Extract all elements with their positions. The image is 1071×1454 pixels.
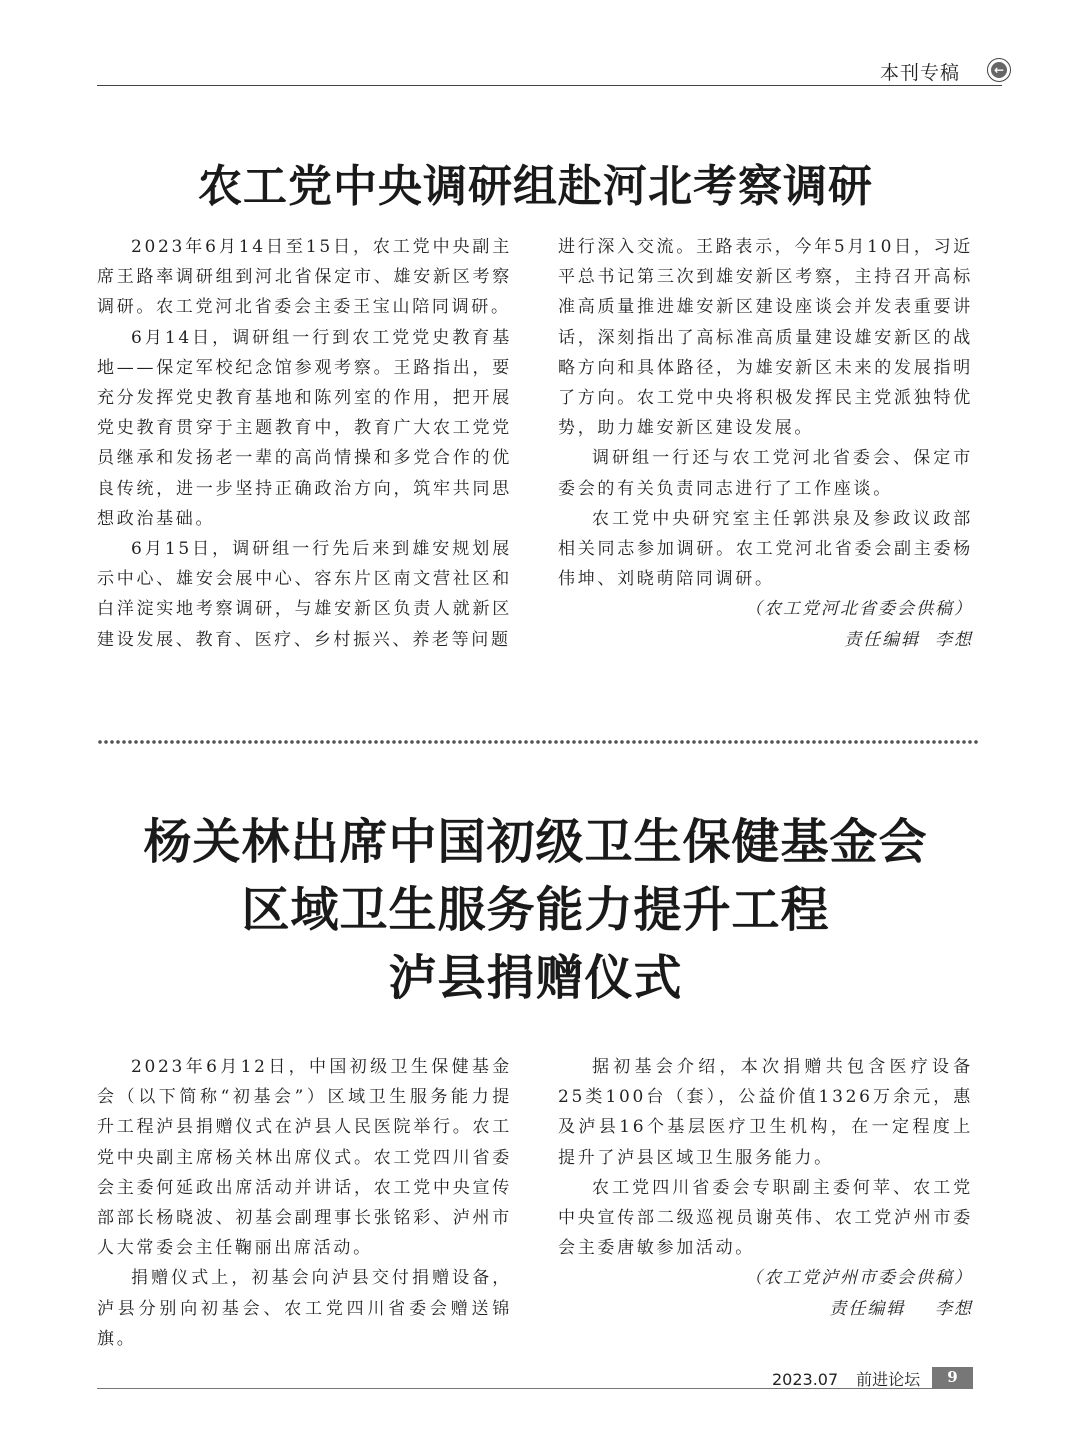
paragraph: 2023年6月14日至15日，农工党中央副主席王路率调研组到河北省保定市、雄安新区考察调研。农工党河北省委会主委王宝山陪同调研。 (97, 237, 512, 318)
paragraph: 农工党四川省委会专职副主委何苹、农工党中央宣传部二级巡视员谢英伟、农工党泸州市委会主委唐敏参加活动。 (558, 1177, 973, 1259)
paragraph: 农工党中央研究室主任郭洪泉及参政议政部相关同志参加调研。农工党河北省委会副主委杨伟坤、刘晓萌陪同调研。 (558, 508, 973, 590)
page-number: 9 (932, 1367, 973, 1388)
editor-credit: 责任编辑 李想 (829, 1298, 973, 1319)
editor-credit: 责任编辑 李想 (844, 629, 973, 650)
title-line: 杨关林出席中国初级卫生保健基金会 (143, 814, 928, 870)
magazine-name: 前进论坛 (856, 1370, 921, 1389)
paragraph-continuation: 进行深入交流。王路表示，今年5月10日，习近平总书记第三次到雄安新区考察，主持召开高标准高质量推进雄安新区建设座谈会并发表重要讲话，深刻指出了高标准高质量建设雄安新区的战略方向和具体路径，为雄安新区未来的发展指明了方向。农工党中央将积极发挥民主党派独特优势，助力雄安新区建设发展。 (558, 237, 973, 439)
title-line: 区域卫生服务能力提升工程 (241, 882, 830, 938)
article2-left-column (97, 1052, 512, 1354)
source-credit: （农工党河北省委会供稿） (745, 599, 973, 620)
paragraph: 捐赠仪式上，初基会向泸县交付捐赠设备，泸县分别向初基会、农工党四川省委会赠送锦旗。 (97, 1268, 512, 1349)
section-divider (97, 738, 979, 746)
source-credit: （农工党泸州市委会供稿） (745, 1268, 973, 1289)
article2-right-column (558, 1052, 973, 1324)
paragraph: 调研组一行还与农工党河北省委会、保定市委会的有关负责同志进行了工作座谈。 (558, 448, 973, 499)
article1-title: 农工党中央调研组赴河北考察调研 (198, 161, 873, 212)
section-label: 本刊专稿 (880, 62, 961, 84)
title-line: 泸县捐赠仪式 (388, 950, 683, 1006)
article1-left-column (97, 232, 512, 655)
footer-rule (97, 1388, 973, 1389)
paragraph: 2023年6月12日，中国初级卫生保健基金会（以下简称“初基会”）区域卫生服务能力提升工程泸县捐赠仪式在泸县人民医院举行。农工党中央副主席杨关林出席仪式。农工党四川省委会主委何延政出席活动并讲话，农工党中央宣传部部长杨晓波、初基会副理事长张铭彩、泸州市人大常委会主任鞠丽出席活动。 (97, 1057, 512, 1259)
footer-issue (772, 1367, 920, 1390)
header-rule (97, 85, 1002, 86)
article1-right-column (558, 232, 973, 655)
issue-date: 2023.07 (772, 1370, 839, 1389)
paragraph: 6月14日，调研组一行到农工党党史教育基地——保定军校纪念馆参观考察。王路指出，要充分发挥党史教育基地和陈列室的作用，把开展党史教育贯穿于主题教育中，教育广大农工党党员继承和发扬老一辈的高尚情操和多党合作的优良传统，进一步坚持正确政治方向，筑牢共同思想政治基础。 (97, 327, 512, 529)
paragraph: 6月15日，调研组一行先后来到雄安规划展示中心、雄安会展中心、容东片区南文营社区和白洋淀实地考察调研，与雄安新区负责人就新区建设发展、教育、医疗、乡村振兴、养老等问题 (97, 539, 512, 650)
arrow-left-circle-icon: ← (987, 58, 1011, 82)
article2-title (0, 808, 1071, 1012)
paragraph: 据初基会介绍，本次捐赠共包含医疗设备25类100台（套），公益价值1326万余元，惠及泸县16个基层医疗卫生机构，在一定程度上提升了泸县区域卫生服务能力。 (558, 1057, 973, 1168)
